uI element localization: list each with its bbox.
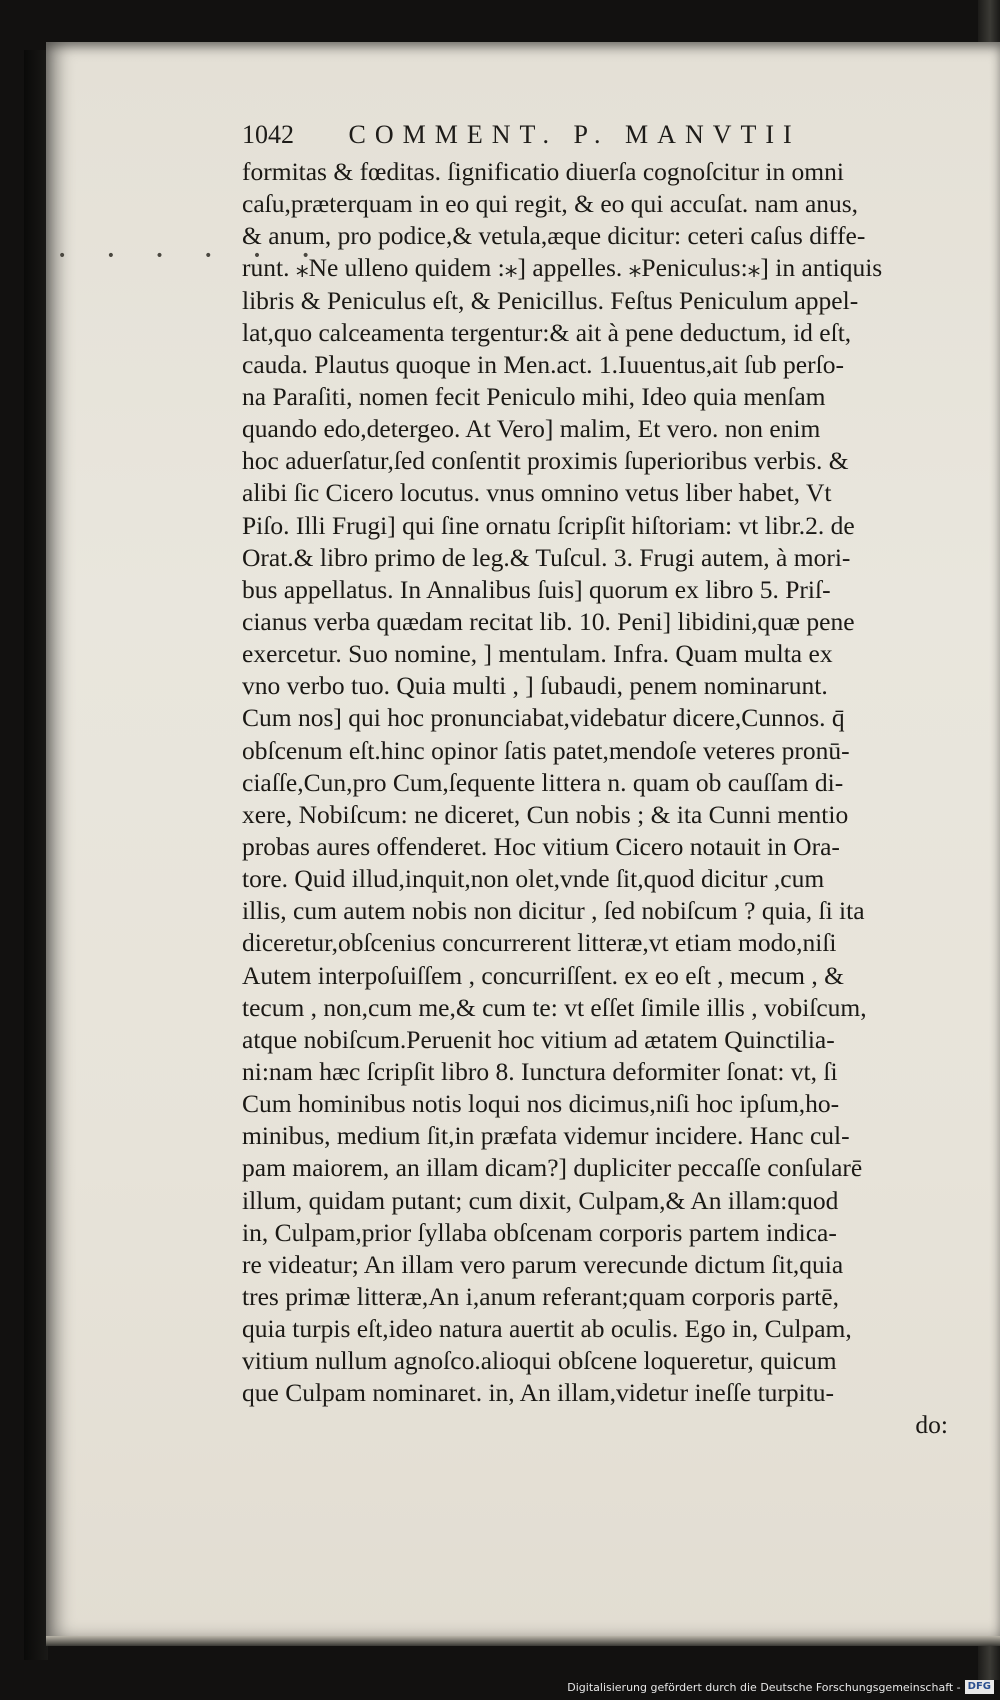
text-line: ni:nam hæc ſcripſit libro 8. Iunctura deformiter ſonat: vt, ſi — [242, 1056, 838, 1086]
text-line: Autem interpoſuiſſem , concurriſſent. ex eo eſt , mecum , & — [242, 960, 844, 990]
text-line: illis, cum autem nobis non dicitur , ſed nobiſcum ? quia, ſi ita — [242, 896, 865, 926]
text-line: obſcenum eſt.hinc opinor ſatis patet,mendoſe veteres pronū- — [242, 735, 850, 765]
text-line: probas aures offenderet. Hoc vitium Cicero notauit in Ora- — [242, 831, 840, 861]
text-line: Cum hominibus notis loqui nos dicimus,niſi hoc ipſum,ho- — [242, 1089, 840, 1119]
text-line: atque nobiſcum.Peruenit hoc vitium ad ætatem Quinctilia- — [242, 1024, 835, 1054]
text-line: quia turpis eſt,ideo natura auertit ab oculis. Ego in, Culpam, — [242, 1314, 852, 1344]
text-line: vitium nullum agnoſco.alioqui obſcene loqueretur, quicum — [242, 1346, 837, 1376]
text-line: Piſo. Illi Frugi] qui ſine ornatu ſcripſit hiſtoriam: vt libr.2. de — [242, 510, 855, 540]
text-line: cauda. Plautus quoque in Men.act. 1.Iuuentus,ait ſub perſo- — [242, 349, 844, 379]
text-line: hoc aduerſatur,ſed conſentit proximis ſuperioribus verbis. & — [242, 446, 849, 476]
page-bottom-edge — [46, 1636, 1000, 1646]
text-line: xere, Nobiſcum: ne diceret, Cun nobis ; & ita Cunni mentio — [242, 799, 849, 829]
dfg-logo: DFG — [965, 1680, 994, 1694]
book-gutter — [24, 50, 48, 1660]
text-line: formitas & fœditas. ſignificatio diuerſa cognoſcitur in omni — [242, 157, 844, 186]
commentary-text — [242, 156, 954, 1442]
text-line: do: — [915, 1410, 948, 1440]
text-line: caſu,præterquam in eo qui regit, & eo qui accuſat. nam anus, — [242, 189, 859, 219]
text-line: exercetur. Suo nomine, ] mentulam. Infra. Quam multa ex — [242, 639, 833, 669]
digitization-credit — [567, 1678, 994, 1696]
page-number: 1042 — [242, 120, 294, 149]
text-line: que Culpam nominaret. in, An illam,videtur ineſſe turpitu- — [242, 1378, 835, 1408]
text-line: na Paraſiti, nomen fecit Peniculo mihi, Ideo quia menſam — [242, 381, 826, 411]
credit-text: Digitalisierung gefördert durch die Deutsche Forschungsgemeinschaft - — [567, 1680, 961, 1694]
text-line: alibi ſic Cicero locutus. vnus omnino vetus liber habet, Vt — [242, 478, 832, 508]
text-line: vno verbo tuo. Quia multi , ] ſubaudi, penem nominarunt. — [242, 671, 828, 701]
text-line: & anum, pro podice,& vetula,æque dicitur: ceteri caſus diffe- — [242, 221, 866, 251]
text-line: diceretur,obſcenius concurrerent litteræ,vt etiam modo,niſi — [242, 928, 837, 958]
text-line: in, Culpam,prior ſyllaba obſcenam corporis partem indica- — [242, 1217, 837, 1247]
text-line: cianus verba quædam recitat lib. 10. Peni] libidini,quæ pene — [242, 606, 855, 636]
running-title: COMMENT. P. MANVTII — [348, 120, 801, 149]
text-line: tore. Quid illud,inquit,non olet,vnde ſit,quod dicitur ,cum — [242, 864, 825, 894]
text-line: tres primæ litteræ,An i,anum referant;quam corporis partē, — [242, 1281, 839, 1311]
text-line: Orat.& libro primo de leg.& Tuſcul. 3. Frugi autem, à mori- — [242, 542, 851, 572]
text-line: quando edo,detergeo. At Vero] malim, Et vero. non enim — [242, 414, 821, 444]
text-line: illum, quidam putant; cum dixit, Culpam,& An illam:quod — [242, 1185, 839, 1215]
text-line: re videatur; An illam vero parum verecunde dictum ſit,quia — [242, 1249, 844, 1279]
text-line: bus appellatus. In Annalibus ſuis] quorum ex libro 5. Priſ- — [242, 574, 831, 604]
text-line: ciaſſe,Cun,pro Cum,ſequente littera n. quam ob cauſſam di- — [242, 767, 844, 797]
text-line: Cum nos] qui hoc pronunciabat,videbatur dicere,Cunnos. q̄ — [242, 703, 845, 733]
text-line: pam maiorem, an illam dicam?] dupliciter peccaſſe conſularē — [242, 1153, 863, 1183]
text-line: runt. ⁎Ne ulleno quidem :⁎] appelles. ⁎Peniculus:⁎] in antiquis — [242, 253, 883, 283]
running-head — [242, 120, 842, 150]
text-line: lat,quo calceamenta tergentur:& ait à pene deductum, id eſt, — [242, 317, 852, 347]
text-line: minibus, medium ſit,in præfata videmur incidere. Hanc cul- — [242, 1121, 850, 1151]
text-line: tecum , non,cum me,& cum te: vt eſſet ſimile illis , vobiſcum, — [242, 992, 867, 1022]
text-line: libris & Peniculus eſt, & Penicillus. Feſtus Peniculum appel- — [242, 285, 859, 315]
margin-marks: • • • • • • — [58, 248, 328, 264]
